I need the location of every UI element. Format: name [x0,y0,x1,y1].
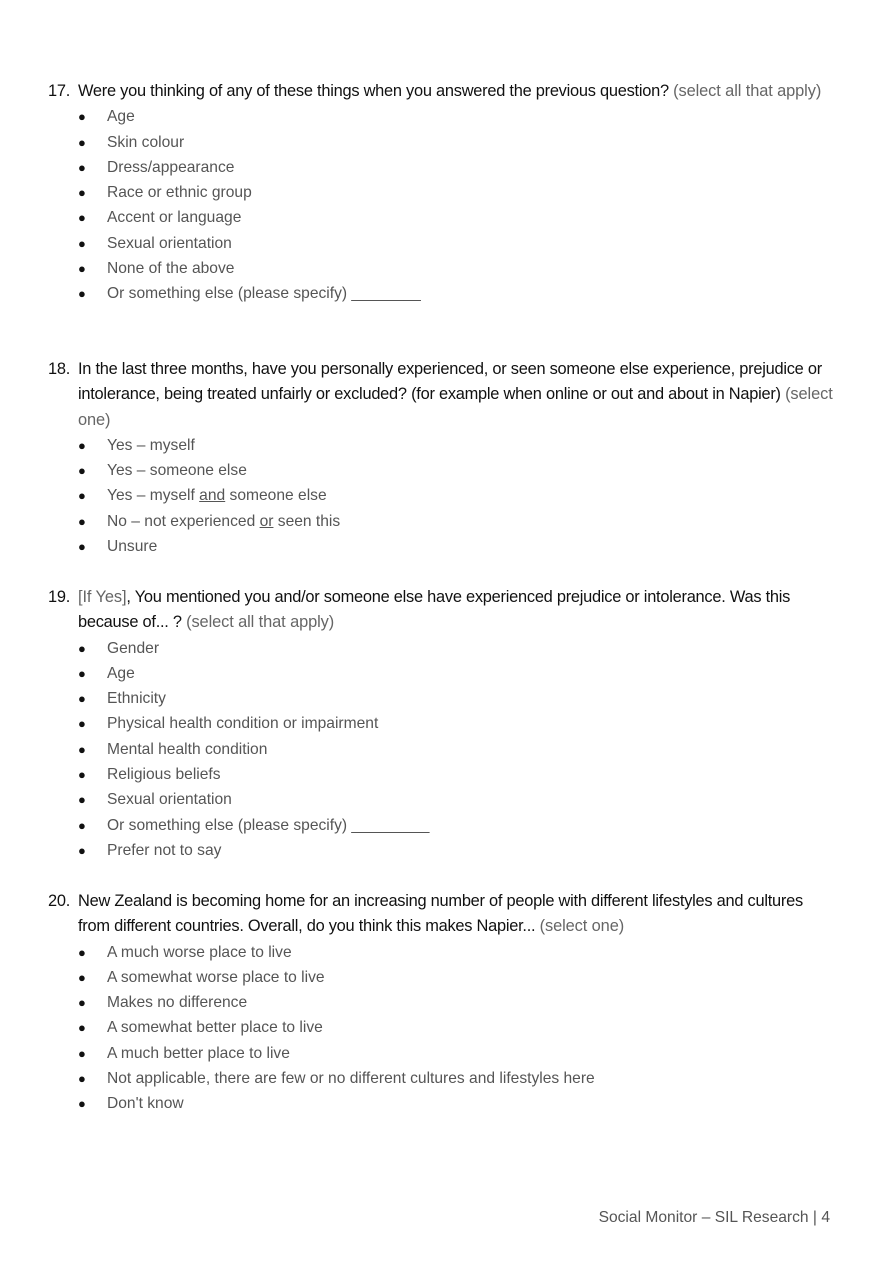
question-20 [48,889,838,1117]
option-label-emphasis: or [259,512,274,530]
option-list [48,104,838,306]
question-instruction: (select one) [539,917,625,936]
option-label-emphasis: and [199,487,226,505]
question-17 [48,79,838,307]
bullet-icon: ● [78,159,86,175]
option-label: Yes – myself [107,436,195,454]
option-label: Race or ethnic group [107,184,252,202]
option-list [48,636,838,864]
question-text: In the last three months, have you personally experienced, or seen someone else experience, prejudice or intolerance, being treated unfairly or excluded? (for example when online or out and about in Napier) [78,360,822,404]
question-text-block [78,585,838,636]
option-label: Sexual orientation [107,234,232,252]
bullet-icon: ● [78,640,86,656]
option-label-part: No – not experienced [107,512,260,530]
bullet-icon: ● [78,488,86,504]
question-instruction: (select all that apply) [673,82,822,100]
question-18 [48,357,838,559]
bullet-icon: ● [78,767,86,783]
question-header [48,79,838,104]
option-label: Religious beliefs [107,766,221,784]
question-header [48,889,838,940]
option-item[interactable] [48,940,838,965]
bullet-icon: ● [78,842,86,858]
option-label-part: Yes – myself [107,487,200,505]
option-item[interactable] [48,636,838,661]
option-label-part: seen this [273,512,341,530]
option-label-part: someone else [225,487,327,505]
option-item[interactable] [48,256,838,281]
question-text: New Zealand is becoming home for an increasing number of people with different lifestyles and cultures from different countries. Overall, do you think this makes Napier... [78,892,803,936]
option-item[interactable] [48,1015,838,1040]
option-label: Or something else (please specify) ________ [107,285,421,303]
option-item[interactable] [48,838,838,863]
question-header [48,585,838,636]
question-number: 20. [48,892,71,910]
bullet-icon: ● [78,792,86,808]
question-text-block [78,79,838,104]
question-number: 17. [48,82,71,100]
option-label: Yes – someone else [107,462,247,480]
option-item[interactable] [48,686,838,711]
option-label: Prefer not to say [107,841,222,859]
question-text-block [78,357,838,433]
bullet-icon: ● [78,691,86,707]
option-label: None of the above [107,260,235,278]
bullet-icon: ● [78,185,86,201]
option-item[interactable] [48,433,838,458]
question-condition: [If Yes] [78,588,127,606]
option-item[interactable] [48,281,838,306]
bullet-icon: ● [78,539,86,555]
option-label: Not applicable, there are few or no different cultures and lifestyles here [107,1070,595,1088]
option-item[interactable] [48,205,838,230]
question-instruction: (select one) [78,385,833,429]
question-header [48,357,838,433]
option-item[interactable] [48,1041,838,1066]
bullet-icon: ● [78,1020,86,1036]
question-text: Were you thinking of any of these things when you answered the previous question? [78,82,669,100]
bullet-icon: ● [78,437,86,453]
option-item[interactable] [48,231,838,256]
option-label: Accent or language [107,209,242,227]
question-instruction: (select all that apply) [186,613,335,632]
option-item[interactable] [48,762,838,787]
option-item[interactable] [48,483,838,508]
option-label: Age [107,108,135,126]
option-item[interactable] [48,155,838,180]
option-label: Or something else (please specify) _________ [107,816,430,834]
option-label: Unsure [107,538,158,556]
option-label: Physical health condition or impairment [107,715,379,733]
bullet-icon: ● [78,1096,86,1112]
bullet-icon: ● [78,286,86,302]
option-label: A much worse place to live [107,943,292,961]
question-number: 19. [48,588,71,606]
bullet-icon: ● [78,741,86,757]
bullet-icon: ● [78,261,86,277]
option-label: A somewhat better place to live [107,1019,323,1037]
option-label: Makes no difference [107,994,248,1012]
option-item[interactable] [48,813,838,838]
option-label: Mental health condition [107,740,268,758]
option-item[interactable] [48,737,838,762]
option-label: Age [107,664,135,682]
option-label: Skin colour [107,133,185,151]
option-item[interactable] [48,458,838,483]
option-item[interactable] [48,990,838,1015]
bullet-icon: ● [78,817,86,833]
option-item[interactable] [48,130,838,155]
option-item[interactable] [48,711,838,736]
bullet-icon: ● [78,1045,86,1061]
bullet-icon: ● [78,944,86,960]
bullet-icon: ● [78,210,86,226]
option-label: Sexual orientation [107,791,232,809]
option-label: A much better place to live [107,1044,290,1062]
option-label: Gender [107,639,160,657]
option-label: Dress/appearance [107,158,235,176]
option-item[interactable] [48,1066,838,1091]
option-item[interactable] [48,965,838,990]
bullet-icon: ● [78,1071,86,1087]
question-text-block [78,889,838,940]
question-text: , You mentioned you and/or someone else have experienced prejudice or intolerance. Was this because of... ? [78,588,791,632]
option-item[interactable] [48,1091,838,1116]
question-19 [48,585,838,863]
bullet-icon: ● [78,463,86,479]
question-number: 18. [48,360,71,378]
option-item[interactable] [48,509,838,534]
option-item[interactable] [48,104,838,129]
bullet-icon: ● [78,109,86,125]
option-label: Don't know [107,1095,184,1113]
option-list [48,940,838,1117]
bullet-icon: ● [78,665,86,681]
bullet-icon: ● [78,969,86,985]
bullet-icon: ● [78,235,86,251]
option-item[interactable] [48,180,838,205]
option-label: Ethnicity [107,690,166,708]
option-label: A somewhat worse place to live [107,968,325,986]
option-item[interactable] [48,661,838,686]
bullet-icon: ● [78,716,86,732]
bullet-icon: ● [78,134,86,150]
page-footer: Social Monitor – SIL Research | 4 [598,1209,830,1226]
option-item[interactable] [48,787,838,812]
option-list [48,433,838,559]
bullet-icon: ● [78,513,86,529]
option-item[interactable] [48,534,838,559]
bullet-icon: ● [78,995,86,1011]
